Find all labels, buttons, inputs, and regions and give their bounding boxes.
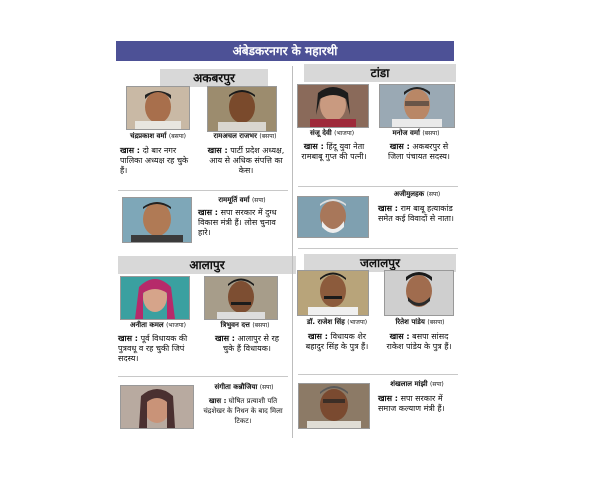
candidate-photo: [120, 385, 194, 429]
candidate-name: अजीमुलहक (सपा): [393, 190, 441, 198]
candidate-name: डॉ. राजेश सिंह (भाजपा): [306, 318, 368, 326]
candidate-name: राममूर्ति वर्मा (सपा): [218, 196, 266, 204]
row-divider: [298, 374, 458, 375]
candidate-name: शंखलाल मांझी (सपा): [390, 380, 444, 388]
candidate-name: त्रिभुवन दत्त (बसपा): [220, 321, 270, 329]
candidate-name: संजू देवी (भाजपा): [309, 129, 355, 137]
candidate-description: खास : विधायक शेर बहादुर सिंह के पुत्र हैं।: [305, 332, 369, 351]
row-divider: [298, 248, 458, 249]
candidate-photo: [120, 276, 190, 320]
row-divider: [118, 376, 288, 377]
candidate-name: अनीता कमल (भाजपा): [130, 321, 186, 329]
candidate-photo: [298, 383, 370, 429]
section-header-tanda: टांडा: [304, 64, 456, 82]
row-divider: [118, 190, 288, 191]
candidate-name: संगीता कन्नौजिया (सपा): [214, 383, 274, 391]
candidate-description: खास : बसपा सांसद राकेश पांडेय के पुत्र हैं।: [386, 332, 452, 351]
candidate-photo: [126, 86, 190, 130]
candidate-photo: [204, 276, 278, 320]
column-divider: [292, 66, 293, 438]
candidate-photo: [297, 196, 369, 238]
candidate-description: खास : अकबरपुर से जिला पंचायत सदस्य।: [388, 142, 450, 161]
candidate-name: चंद्रप्रकाश वर्मा (बसपा): [130, 132, 186, 140]
candidate-name: रितेश पांडेय (बसपा): [395, 318, 445, 326]
candidate-photo: [379, 84, 455, 128]
candidate-photo: [122, 197, 192, 243]
candidate-name: मनोज वर्मा (बसपा): [392, 129, 440, 137]
candidate-description: खास : सपा सरकार में समाज कल्याण मंत्री हैं।: [378, 394, 445, 413]
candidate-description: खास : पार्टी प्रदेश अध्यक्ष, आय से अधिक संपत्ति का केस।: [207, 146, 285, 175]
candidate-photo: [207, 86, 277, 132]
section-header-jalalpur: जलालपुर: [304, 254, 456, 272]
section-header-akbarpur: अकबरपुर: [160, 69, 268, 87]
candidate-description: खास : सपा सरकार में दुग्ध विकास मंत्री हैं। लोस चुनाव हारे।: [198, 208, 277, 237]
candidate-description: खास : राम बाबू हत्याकांड समेत कई विवादों से नाता।: [378, 204, 454, 223]
candidate-description: खास : पूर्व विधायक की पुत्रवधू व रह चुकी जिपं सदस्य।: [118, 334, 188, 363]
candidate-photo: [297, 84, 369, 128]
candidate-description: खास : घोषित प्रत्याशी पति चंद्रशेखर के निधन के बाद मिला टिकट।: [203, 397, 283, 425]
candidate-photo: [297, 270, 369, 316]
page-title: अंबेडकरनगर के महारथी: [116, 41, 454, 61]
candidate-description: खास : आलापुर से रह चुके हैं विधायक।: [214, 334, 280, 353]
candidate-description: खास : दो बार नगर पालिका अध्यक्ष रह चुके हैं।: [120, 146, 189, 175]
candidate-photo: [384, 270, 454, 316]
section-header-alapur: आलापुर: [118, 256, 296, 274]
row-divider: [298, 186, 458, 187]
candidate-description: खास : हिंदू युवा नेता रामबाबू गुप्त की पत्नी।: [301, 142, 367, 161]
candidate-name: रामअचल राजभर (बसपा): [213, 132, 277, 140]
